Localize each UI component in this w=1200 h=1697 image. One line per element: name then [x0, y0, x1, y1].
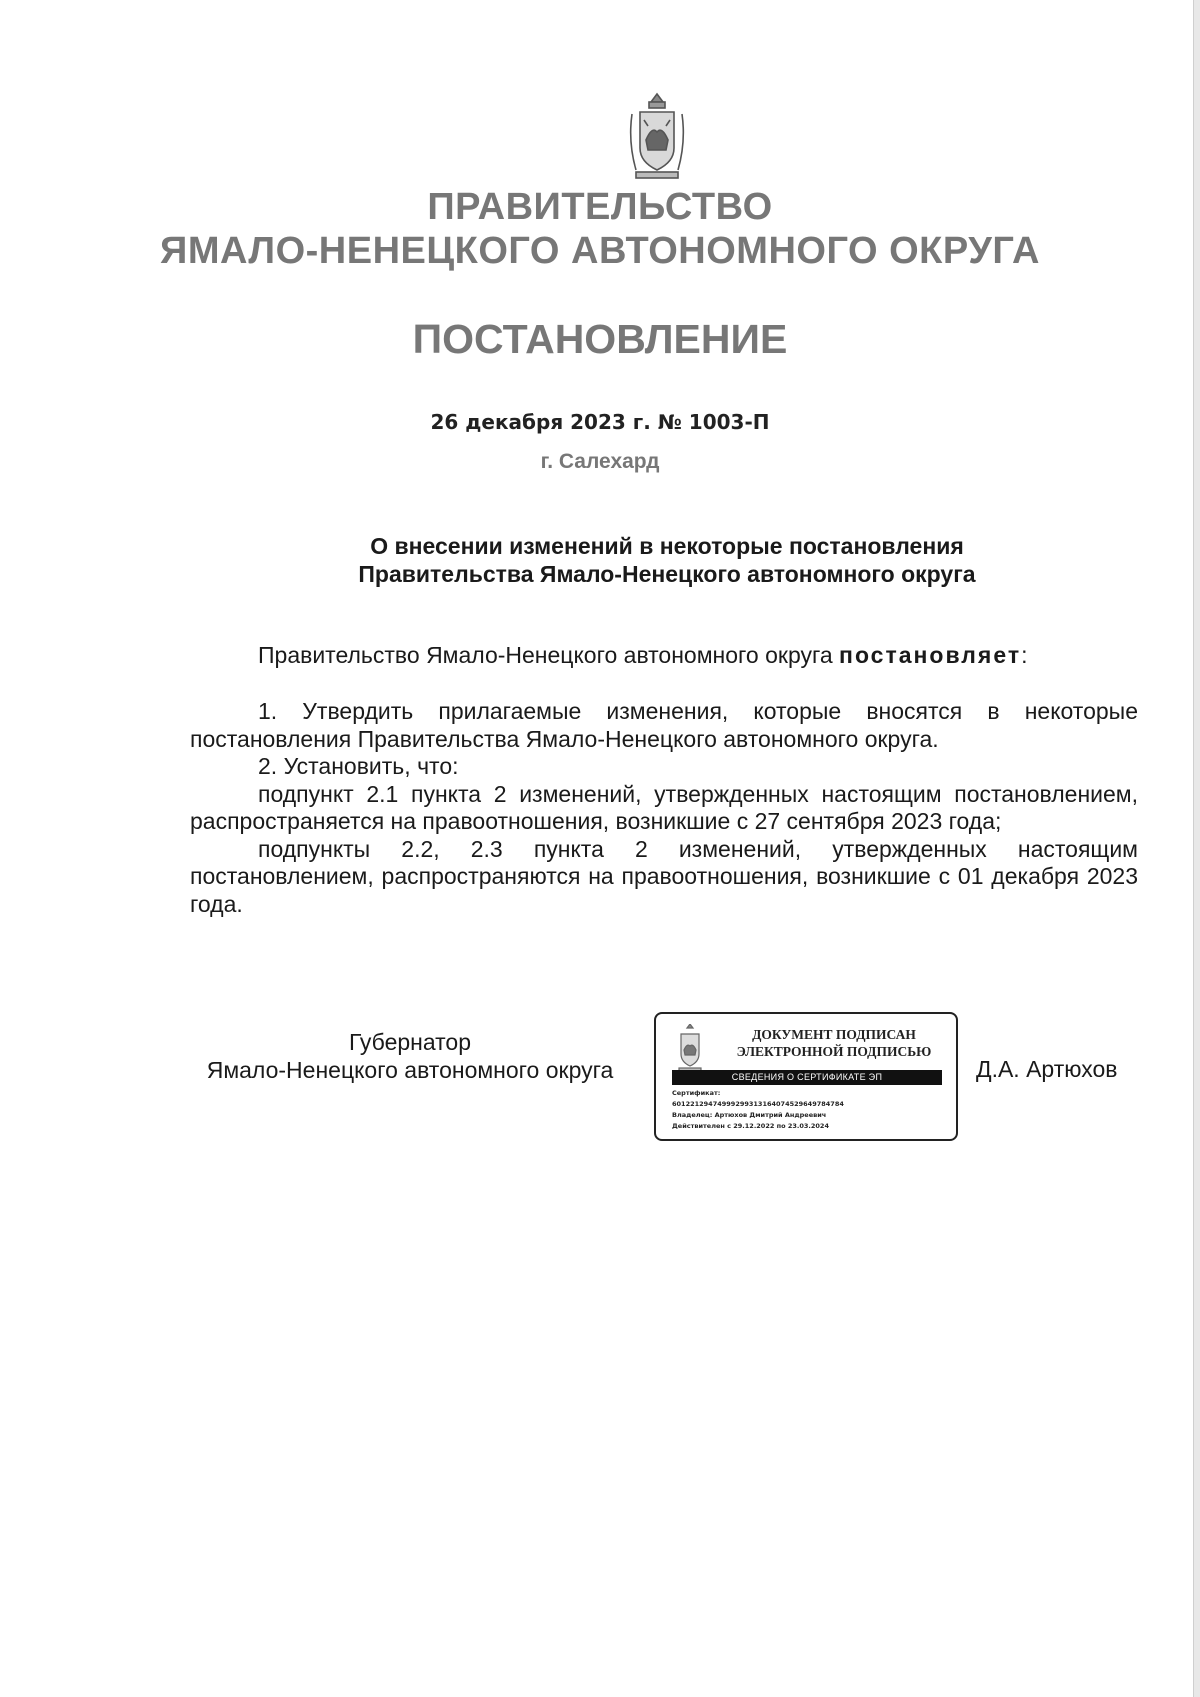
clauses — [190, 698, 1138, 918]
preamble-emphasis: постановляет — [839, 642, 1022, 668]
stamp-heading-line1: ДОКУМЕНТ ПОДПИСАН — [752, 1027, 916, 1042]
government-title-line2: ЯМАЛО-НЕНЕЦКОГО АВТОНОМНОГО ОКРУГА — [160, 230, 1040, 272]
stamp-coat-of-arms-icon — [672, 1024, 708, 1074]
stamp-heading — [718, 1026, 950, 1060]
clause-1: 1. Утвердить прилагаемые изменения, которые вносятся в некоторые постановления Правительства Ямало-Ненецкого автономного округа. — [190, 698, 1138, 752]
subject-line2: Правительства Ямало-Ненецкого автономного округа — [358, 561, 976, 587]
subject-line1: О внесении изменений в некоторые постановления — [370, 533, 964, 559]
signer-title-line1: Губернатор — [348, 1029, 472, 1055]
stamp-validity: Действителен с 29.12.2022 по 23.03.2024 — [672, 1122, 829, 1130]
document-date-number: 26 декабря 2023 г. № 1003-П — [430, 410, 770, 434]
stamp-certificate-value: 60122129474999299313164074529649784784 — [672, 1100, 844, 1108]
document-type: ПОСТАНОВЛЕНИЕ — [412, 316, 788, 362]
preamble — [190, 642, 1138, 670]
stamp-heading-line2: ЭЛЕКТРОННОЙ ПОДПИСЬЮ — [736, 1044, 932, 1059]
preamble-text: Правительство Ямало-Ненецкого автономного округа — [258, 642, 840, 668]
signer-name: Д.А. Артюхов — [976, 1056, 1118, 1082]
stamp-owner: Владелец: Артюхов Дмитрий Андреевич — [672, 1111, 827, 1119]
electronic-signature-stamp — [654, 1012, 958, 1141]
stamp-certificate-label: Сертификат: — [672, 1089, 721, 1097]
stamp-certificate-bar: СВЕДЕНИЯ О СЕРТИФИКАТЕ ЭП — [672, 1070, 942, 1085]
document-city: г. Салехард — [540, 450, 660, 473]
signer-title-line2: Ямало-Ненецкого автономного округа — [206, 1057, 614, 1083]
coat-of-arms-icon — [622, 92, 692, 182]
signer-title — [190, 1028, 630, 1084]
clause-2: 2. Установить, что: — [258, 753, 459, 779]
government-title-line1: ПРАВИТЕЛЬСТВО — [427, 186, 773, 228]
preamble-end: : — [1021, 642, 1028, 668]
clause-2-sub-2: подпункты 2.2, 2.3 пункта 2 изменений, утвержденных настоящим постановлением, распространяются на правоотношения, возникшие с 01 декабря 2023 года. — [190, 835, 1138, 917]
clause-2-sub-1: подпункт 2.1 пункта 2 изменений, утвержденных настоящим постановлением, распространяется на правоотношения, возникшие с 27 сентября 2023 года; — [190, 780, 1138, 834]
